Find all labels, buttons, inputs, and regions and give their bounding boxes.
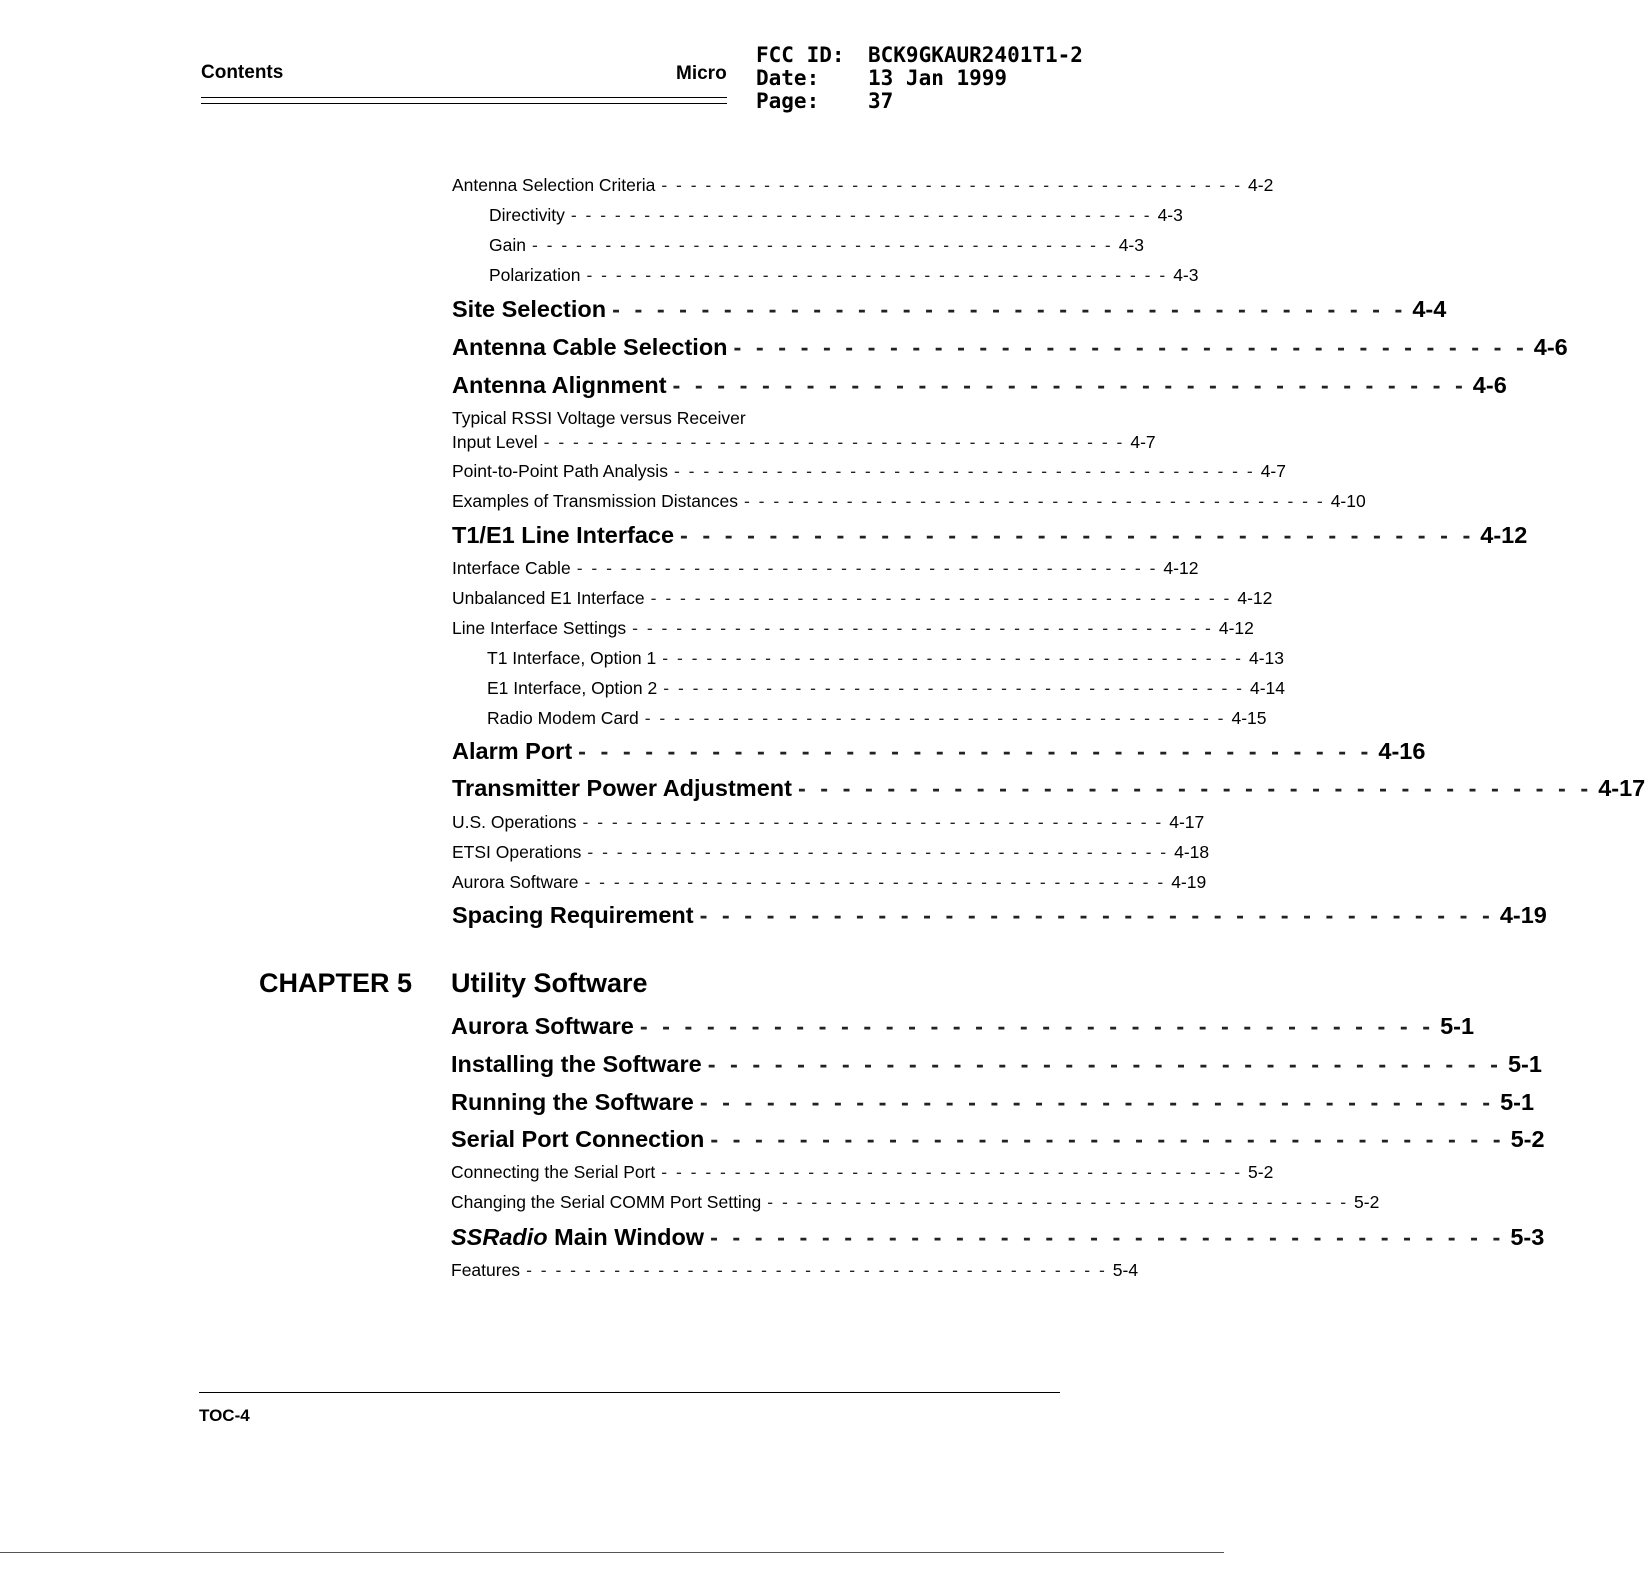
dot-leader: - - - - - - - - - - - - - - - - - - - - - - - - - - - - - - - - - - - - - - - - (644, 708, 1226, 728)
toc-entry[interactable]: E1 Interface, Option 2 - - - - - - - - - - - - - - - - - - - - - - - - - - - - - - - - - - - - - - - - 4-14 (487, 678, 1286, 698)
dot-leader: - - - - - - - - - - - - - - - - - - - - - - - - - - - - - - - - - - - - - - - - (661, 1162, 1243, 1182)
dot-leader: - - - - - - - - - - - - - - - - - - - - - - - - - - - - - - - - - - - - - - - - (543, 432, 1125, 452)
toc-entry[interactable]: Gain - - - - - - - - - - - - - - - - - - - - - - - - - - - - - - - - - - - - - - - - 4-3 (489, 235, 1144, 255)
toc-entry[interactable]: Polarization - - - - - - - - - - - - - - - - - - - - - - - - - - - - - - - - - - - - - - - - 4-3 (489, 265, 1199, 285)
dot-leader: - - - - - - - - - - - - - - - - - - - - - - - - - - - - - - - - - - - - - - - - (673, 461, 1255, 481)
dot-leader: - - - - - - - - - - - - - - - - - - - - - - - - - - - - - - - - - - - - (710, 1126, 1505, 1152)
toc-entry[interactable]: Alarm Port - - - - - - - - - - - - - - - - - - - - - - - - - - - - - - - - - - - - 4-16 (452, 738, 1426, 764)
fcc-id-value: BCK9GKAUR2401T1-2 (868, 43, 1083, 67)
dot-leader: - - - - - - - - - - - - - - - - - - - - - - - - - - - - - - - - - - - - - - - - (662, 648, 1243, 668)
header-truncated-title: Micro (676, 63, 727, 84)
toc-entry[interactable]: Antenna Cable Selection - - - - - - - - - - - - - - - - - - - - - - - - - - - - - - - - - - - - 4-6 (452, 334, 1568, 360)
dot-leader: - - - - - - - - - - - - - - - - - - - - - - - - - - - - - - - - - - - - (699, 902, 1494, 928)
toc-entry[interactable]: Point-to-Point Path Analysis - - - - - - - - - - - - - - - - - - - - - - - - - - - - - - - - - - - - - - - - 4-7 (452, 461, 1286, 481)
dot-leader: - - - - - - - - - - - - - - - - - - - - - - - - - - - - - - - - - - - - - - - - (584, 872, 1166, 892)
toc-entry[interactable]: Line Interface Settings - - - - - - - - - - - - - - - - - - - - - - - - - - - - - - - - - - - - - - - - 4-12 (452, 618, 1254, 638)
toc-entry[interactable]: Radio Modem Card - - - - - - - - - - - - - - - - - - - - - - - - - - - - - - - - - - - - - - - - 4-15 (487, 708, 1267, 728)
header-section-title: Contents (201, 62, 284, 83)
dot-leader: - - - - - - - - - - - - - - - - - - - - - - - - - - - - - - - - - - - - (639, 1013, 1435, 1039)
scan-edge-line (0, 1552, 1224, 1553)
toc-entry[interactable]: U.S. Operations - - - - - - - - - - - - - - - - - - - - - - - - - - - - - - - - - - - - - - - - 4-17 (452, 812, 1205, 832)
toc-entry[interactable]: Installing the Software - - - - - - - - - - - - - - - - - - - - - - - - - - - - - - - - - - - - 5-1 (451, 1051, 1542, 1077)
dot-leader: - - - - - - - - - - - - - - - - - - - - - - - - - - - - - - - - - - - - - - - - (531, 235, 1113, 255)
dot-leader: - - - - - - - - - - - - - - - - - - - - - - - - - - - - - - - - - - - - - - - - (586, 265, 1168, 285)
toc-entry[interactable]: Input Level - - - - - - - - - - - - - - - - - - - - - - - - - - - - - - - - - - - - - - - - 4-7 (452, 432, 1156, 452)
toc-entry[interactable]: Interface Cable - - - - - - - - - - - - - - - - - - - - - - - - - - - - - - - - - - - - - - - - 4-12 (452, 558, 1199, 578)
header-rule-bottom (201, 103, 727, 104)
toc-entry[interactable]: Spacing Requirement - - - - - - - - - - - - - - - - - - - - - - - - - - - - - - - - - - - - 4-19 (452, 902, 1547, 928)
dot-leader: - - - - - - - - - - - - - - - - - - - - - - - - - - - - - - - - - - - - - - - - (743, 491, 1325, 511)
chapter-label: CHAPTER 5 (259, 968, 413, 998)
toc-entry[interactable]: Unbalanced E1 Interface - - - - - - - - - - - - - - - - - - - - - - - - - - - - - - - - - - - - - - - - 4-12 (452, 588, 1273, 608)
dot-leader: - - - - - - - - - - - - - - - - - - - - - - - - - - - - - - - - - - - - - - - - (632, 618, 1213, 638)
dot-leader: - - - - - - - - - - - - - - - - - - - - - - - - - - - - - - - - - - - - (578, 738, 1373, 764)
toc-entry[interactable]: Serial Port Connection - - - - - - - - - - - - - - - - - - - - - - - - - - - - - - - - - - - - 5-2 (451, 1126, 1545, 1152)
chapter-title[interactable]: Utility Software (451, 968, 648, 998)
dot-leader: - - - - - - - - - - - - - - - - - - - - - - - - - - - - - - - - - - - - (710, 1224, 1505, 1250)
toc-entry[interactable]: Running the Software - - - - - - - - - - - - - - - - - - - - - - - - - - - - - - - - - - - - 5-1 (451, 1089, 1535, 1115)
dot-leader: - - - - - - - - - - - - - - - - - - - - - - - - - - - - - - - - - - - - (699, 1089, 1495, 1115)
toc-entry[interactable]: Changing the Serial COMM Port Setting - - - - - - - - - - - - - - - - - - - - - - - - - - - - - - - - - - - - - - - - 5-2 (451, 1192, 1380, 1212)
footer-rule (199, 1392, 1060, 1393)
dot-leader: - - - - - - - - - - - - - - - - - - - - - - - - - - - - - - - - - - - - - - - - (526, 1260, 1107, 1280)
dot-leader: - - - - - - - - - - - - - - - - - - - - - - - - - - - - - - - - - - - - (707, 1051, 1502, 1077)
toc-entry[interactable]: Directivity - - - - - - - - - - - - - - - - - - - - - - - - - - - - - - - - - - - - - - - - 4-3 (489, 205, 1183, 225)
dot-leader: - - - - - - - - - - - - - - - - - - - - - - - - - - - - - - - - - - - - - - - - (587, 842, 1169, 862)
dot-leader: - - - - - - - - - - - - - - - - - - - - - - - - - - - - - - - - - - - - - - - - (650, 588, 1232, 608)
toc-entry[interactable]: Examples of Transmission Distances - - - - - - - - - - - - - - - - - - - - - - - - - - - - - - - - - - - - - - - - 4-10 (452, 491, 1366, 511)
toc-entry[interactable]: T1/E1 Line Interface - - - - - - - - - - - - - - - - - - - - - - - - - - - - - - - - - - - - 4-12 (452, 522, 1528, 548)
page-label: Page: (756, 89, 820, 113)
toc-entry[interactable]: Features - - - - - - - - - - - - - - - - - - - - - - - - - - - - - - - - - - - - - - - - 5-4 (451, 1260, 1139, 1280)
fcc-id-label: FCC ID: (756, 43, 845, 67)
dot-leader: - - - - - - - - - - - - - - - - - - - - - - - - - - - - - - - - - - - - (612, 296, 1407, 322)
toc-entry[interactable]: SSRadio Main Window - - - - - - - - - - - - - - - - - - - - - - - - - - - - - - - - - - - - 5-3 (451, 1224, 1545, 1250)
dot-leader: - - - - - - - - - - - - - - - - - - - - - - - - - - - - - - - - - - - - - - - - (661, 175, 1243, 195)
dot-leader: - - - - - - - - - - - - - - - - - - - - - - - - - - - - - - - - - - - - (672, 372, 1467, 398)
dot-leader: - - - - - - - - - - - - - - - - - - - - - - - - - - - - - - - - - - - - - - - - (576, 558, 1158, 578)
dot-leader: - - - - - - - - - - - - - - - - - - - - - - - - - - - - - - - - - - - - - - - - (582, 812, 1164, 832)
toc-entry[interactable]: ETSI Operations - - - - - - - - - - - - - - - - - - - - - - - - - - - - - - - - - - - - - - - - 4-18 (452, 842, 1210, 862)
date-label: Date: (756, 66, 820, 90)
dot-leader: - - - - - - - - - - - - - - - - - - - - - - - - - - - - - - - - - - - - - - - - (570, 205, 1152, 225)
date-value: 13 Jan 1999 (868, 66, 1008, 90)
page-value: 37 (868, 89, 894, 113)
toc-entry[interactable]: Antenna Alignment - - - - - - - - - - - - - - - - - - - - - - - - - - - - - - - - - - - - 4-6 (452, 372, 1507, 398)
dot-leader: - - - - - - - - - - - - - - - - - - - - - - - - - - - - - - - - - - - - - - - - (767, 1192, 1349, 1212)
dot-leader: - - - - - - - - - - - - - - - - - - - - - - - - - - - - - - - - - - - - (797, 775, 1593, 801)
toc-entry[interactable]: Aurora Software - - - - - - - - - - - - - - - - - - - - - - - - - - - - - - - - - - - - - - - - 4-19 (452, 872, 1207, 892)
toc-entry[interactable]: Transmitter Power Adjustment - - - - - - - - - - - - - - - - - - - - - - - - - - - - - - - - - - - - 4-17 (452, 775, 1645, 801)
toc-entry[interactable]: Connecting the Serial Port - - - - - - - - - - - - - - - - - - - - - - - - - - - - - - - - - - - - - - - - 5-2 (451, 1162, 1274, 1182)
toc-entry[interactable]: Typical RSSI Voltage versus Receiver (452, 408, 746, 428)
footer-page-label: TOC-4 (199, 1406, 250, 1425)
header-rule-top (201, 97, 727, 98)
toc-entry[interactable]: Site Selection - - - - - - - - - - - - - - - - - - - - - - - - - - - - - - - - - - - - 4-4 (452, 296, 1447, 322)
dot-leader: - - - - - - - - - - - - - - - - - - - - - - - - - - - - - - - - - - - - - - - - (663, 678, 1244, 698)
toc-entry[interactable]: Antenna Selection Criteria - - - - - - - - - - - - - - - - - - - - - - - - - - - - - - - - - - - - - - - - 4-2 (452, 175, 1274, 195)
dot-leader: - - - - - - - - - - - - - - - - - - - - - - - - - - - - - - - - - - - - (680, 522, 1475, 548)
toc-entry[interactable]: T1 Interface, Option 1 - - - - - - - - - - - - - - - - - - - - - - - - - - - - - - - - - - - - - - - - 4-13 (487, 648, 1285, 668)
product-name: SSRadio (451, 1224, 548, 1250)
dot-leader: - - - - - - - - - - - - - - - - - - - - - - - - - - - - - - - - - - - - (733, 334, 1528, 360)
fcc-stamp (756, 44, 1083, 113)
toc-entry[interactable]: Aurora Software - - - - - - - - - - - - - - - - - - - - - - - - - - - - - - - - - - - - 5-1 (451, 1013, 1475, 1039)
